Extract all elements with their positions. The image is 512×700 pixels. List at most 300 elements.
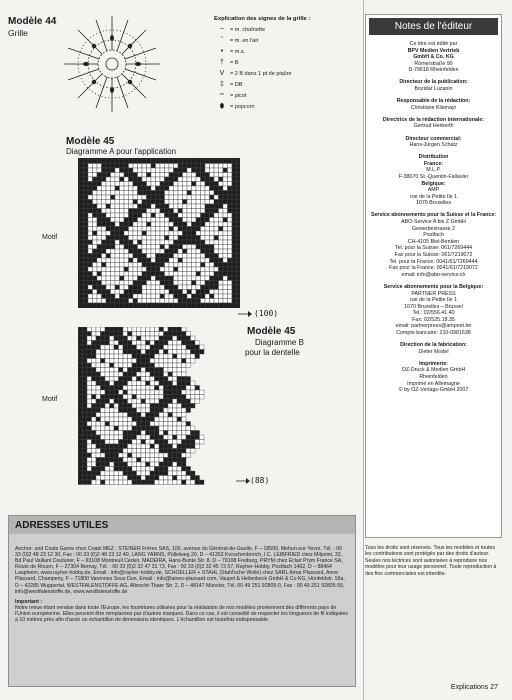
grid-cell bbox=[165, 231, 170, 236]
grid-cell bbox=[78, 395, 83, 400]
grid-cell bbox=[155, 462, 160, 467]
grid-cell bbox=[155, 449, 160, 454]
grid-cell bbox=[106, 191, 111, 196]
grid-cell bbox=[196, 195, 201, 200]
grid-cell bbox=[124, 276, 129, 281]
grid-cell bbox=[92, 336, 97, 341]
grid-cell bbox=[183, 204, 188, 209]
grid-cell bbox=[110, 444, 115, 449]
grid-cell bbox=[120, 204, 125, 209]
grid-cell bbox=[141, 377, 146, 382]
grid-cell bbox=[200, 435, 205, 440]
grid-cell bbox=[97, 272, 102, 277]
grid-cell bbox=[132, 413, 137, 418]
grid-cell bbox=[105, 408, 110, 413]
grid-cell bbox=[114, 404, 119, 409]
grid-cell bbox=[178, 177, 183, 182]
grid-cell bbox=[106, 213, 111, 218]
grid-cell bbox=[111, 231, 116, 236]
grid-cell bbox=[177, 336, 182, 341]
grid-cell bbox=[150, 336, 155, 341]
grid-cell bbox=[96, 327, 101, 332]
grid-cell bbox=[214, 159, 219, 164]
grid-cell bbox=[141, 435, 146, 440]
grid-cell bbox=[210, 240, 215, 245]
grid-cell bbox=[214, 209, 219, 214]
grid-cell bbox=[201, 236, 206, 241]
grid-cell bbox=[133, 173, 138, 178]
grid-cell bbox=[156, 164, 161, 169]
grid-cell bbox=[93, 303, 98, 308]
grid-cell bbox=[228, 299, 233, 304]
grid-cell bbox=[150, 363, 155, 368]
grid-cell bbox=[169, 159, 174, 164]
grid-cell bbox=[223, 290, 228, 295]
grid-cell bbox=[223, 227, 228, 232]
grid-cell bbox=[115, 272, 120, 277]
grid-cell bbox=[192, 222, 197, 227]
grid-cell bbox=[237, 290, 241, 295]
grid-cell bbox=[101, 332, 106, 337]
grid-cell bbox=[120, 191, 125, 196]
grid-cell bbox=[147, 281, 152, 286]
grid-cell bbox=[201, 276, 206, 281]
grid-cell bbox=[78, 332, 83, 337]
grid-cell bbox=[178, 200, 183, 205]
grid-cell bbox=[137, 449, 142, 454]
grid-cell bbox=[79, 182, 84, 187]
grid-cell bbox=[165, 303, 170, 308]
grid-cell bbox=[93, 249, 98, 254]
grid-cell bbox=[201, 191, 206, 196]
grid-cell bbox=[205, 186, 210, 191]
grid-cell bbox=[78, 399, 83, 404]
grid-cell bbox=[232, 254, 237, 259]
grid-cell bbox=[101, 359, 106, 364]
grid-cell bbox=[93, 209, 98, 214]
grid-cell bbox=[87, 471, 92, 476]
grid-cell bbox=[168, 332, 173, 337]
grid-cell bbox=[205, 272, 210, 277]
grid-cell bbox=[174, 159, 179, 164]
grid-cell bbox=[79, 290, 84, 295]
grid-cell bbox=[187, 218, 192, 223]
grid-cell bbox=[223, 164, 228, 169]
grid-cell bbox=[142, 276, 147, 281]
grid-cell bbox=[160, 285, 165, 290]
grid-cell bbox=[178, 209, 183, 214]
grid-cell bbox=[123, 480, 128, 485]
grid-cell bbox=[120, 267, 125, 272]
grid-cell bbox=[160, 222, 165, 227]
grid-cell bbox=[110, 395, 115, 400]
grid-cell bbox=[102, 164, 107, 169]
grid-cell bbox=[132, 345, 137, 350]
grid-cell bbox=[150, 422, 155, 427]
grid-cell bbox=[84, 200, 89, 205]
grid-cell bbox=[132, 453, 137, 458]
grid-cell bbox=[120, 303, 125, 308]
grid-cell bbox=[102, 263, 107, 268]
grid-cell bbox=[133, 164, 138, 169]
grid-cell bbox=[168, 453, 173, 458]
grid-cell bbox=[79, 177, 84, 182]
grid-cell bbox=[141, 386, 146, 391]
grid-cell bbox=[128, 435, 133, 440]
grid-cell bbox=[110, 390, 115, 395]
grid-cell bbox=[182, 426, 187, 431]
grid-cell bbox=[114, 444, 119, 449]
grid-cell bbox=[201, 281, 206, 286]
grid-cell bbox=[165, 281, 170, 286]
grid-cell bbox=[138, 258, 143, 263]
grid-cell bbox=[138, 213, 143, 218]
grid-cell bbox=[79, 258, 84, 263]
legend-row bbox=[214, 24, 354, 35]
grid-cell bbox=[187, 263, 192, 268]
grid-cell bbox=[156, 195, 161, 200]
grid-cell bbox=[156, 290, 161, 295]
grid-cell bbox=[182, 458, 187, 463]
grid-cell bbox=[182, 471, 187, 476]
grid-cell bbox=[83, 471, 88, 476]
grid-cell bbox=[147, 227, 152, 232]
grid-cell bbox=[173, 327, 178, 332]
popcorn-icon: ⬮ bbox=[219, 103, 225, 110]
grid-cell bbox=[111, 290, 116, 295]
grid-cell bbox=[214, 290, 219, 295]
grid-cell bbox=[92, 404, 97, 409]
grid-cell bbox=[111, 294, 116, 299]
grid-cell bbox=[160, 263, 165, 268]
grid-cell bbox=[88, 218, 93, 223]
grid-cell bbox=[87, 395, 92, 400]
grid-cell bbox=[151, 218, 156, 223]
grid-cell bbox=[210, 159, 215, 164]
grid-cell bbox=[155, 381, 160, 386]
grid-cell bbox=[111, 276, 116, 281]
grid-cell bbox=[192, 254, 197, 259]
grid-cell bbox=[83, 453, 88, 458]
grid-cell bbox=[96, 390, 101, 395]
grid-cell bbox=[137, 471, 142, 476]
grid-cell bbox=[150, 453, 155, 458]
grid-cell bbox=[159, 336, 164, 341]
grid-cell bbox=[173, 422, 178, 427]
grid-cell bbox=[228, 204, 233, 209]
grid-cell bbox=[201, 258, 206, 263]
grid-cell bbox=[183, 227, 188, 232]
grid-cell bbox=[101, 372, 106, 377]
grid-cell bbox=[115, 299, 120, 304]
grid-cell bbox=[132, 471, 137, 476]
grid-cell bbox=[195, 345, 200, 350]
grid-cell bbox=[201, 240, 206, 245]
grid-cell bbox=[201, 231, 206, 236]
grid-cell bbox=[84, 249, 89, 254]
grid-cell bbox=[93, 267, 98, 272]
grid-cell bbox=[105, 422, 110, 427]
grid-cell bbox=[237, 209, 241, 214]
grid-cell bbox=[187, 209, 192, 214]
grid-cell bbox=[156, 258, 161, 263]
grid-cell bbox=[92, 408, 97, 413]
grid-cell bbox=[120, 245, 125, 250]
notes-block-heading: Responsable de la rédaction: bbox=[396, 98, 471, 105]
grid-cell bbox=[87, 422, 92, 427]
grid-cell bbox=[79, 276, 84, 281]
grid-cell bbox=[165, 209, 170, 214]
grid-cell bbox=[156, 218, 161, 223]
grid-cell bbox=[124, 218, 129, 223]
grid-cell bbox=[165, 276, 170, 281]
grid-cell bbox=[155, 377, 160, 382]
grid-cell bbox=[232, 186, 237, 191]
grid-cell bbox=[83, 435, 88, 440]
grid-cell bbox=[228, 227, 233, 232]
grid-cell bbox=[87, 476, 92, 481]
grid-cell bbox=[119, 359, 124, 364]
grid-cell bbox=[192, 204, 197, 209]
grid-cell bbox=[96, 431, 101, 436]
grid-cell bbox=[177, 422, 182, 427]
grid-cell bbox=[129, 204, 134, 209]
grid-cell bbox=[147, 159, 152, 164]
grid-cell bbox=[150, 431, 155, 436]
grid-cell bbox=[79, 254, 84, 259]
grid-cell bbox=[169, 177, 174, 182]
grid-cell bbox=[96, 363, 101, 368]
grid-cell bbox=[191, 435, 196, 440]
grid-cell bbox=[183, 195, 188, 200]
grid-cell bbox=[196, 209, 201, 214]
grid-cell bbox=[174, 204, 179, 209]
grid-cell bbox=[101, 476, 106, 481]
grid-cell bbox=[160, 191, 165, 196]
grid-cell bbox=[106, 258, 111, 263]
grid-cell bbox=[228, 186, 233, 191]
grid-cell bbox=[78, 426, 83, 431]
grid-cell bbox=[174, 236, 179, 241]
grid-cell bbox=[223, 285, 228, 290]
grid-cell bbox=[219, 272, 224, 277]
grid-cell bbox=[192, 209, 197, 214]
grid-cell bbox=[164, 449, 169, 454]
grid-cell bbox=[146, 471, 151, 476]
grid-cell bbox=[147, 222, 152, 227]
notes-line: Römerstraße 90 bbox=[414, 60, 453, 67]
grid-cell bbox=[128, 399, 133, 404]
grid-cell bbox=[79, 204, 84, 209]
grid-cell bbox=[183, 299, 188, 304]
grid-cell bbox=[164, 471, 169, 476]
grid-cell bbox=[192, 195, 197, 200]
grid-cell bbox=[155, 471, 160, 476]
grid-cell bbox=[232, 245, 237, 250]
grid-cell bbox=[169, 186, 174, 191]
grid-cell bbox=[186, 332, 191, 337]
grid-cell bbox=[128, 467, 133, 472]
notes-line: rue de la Petite Ile 1 bbox=[409, 193, 458, 200]
grid-cell bbox=[123, 462, 128, 467]
grid-cell bbox=[164, 476, 169, 481]
grid-cell bbox=[182, 480, 187, 485]
grid-cell bbox=[228, 272, 233, 277]
grid-cell bbox=[214, 227, 219, 232]
grid-cell bbox=[223, 236, 228, 241]
grid-cell bbox=[182, 404, 187, 409]
grid-cell bbox=[83, 467, 88, 472]
grid-cell bbox=[164, 422, 169, 427]
grid-cell bbox=[156, 285, 161, 290]
grid-cell bbox=[178, 182, 183, 187]
grid-cell bbox=[205, 164, 210, 169]
grid-cell bbox=[110, 404, 115, 409]
grid-cell bbox=[84, 168, 89, 173]
grid-cell bbox=[141, 390, 146, 395]
grid-cell bbox=[232, 285, 237, 290]
grid-cell bbox=[147, 285, 152, 290]
grid-cell bbox=[84, 299, 89, 304]
grid-cell bbox=[165, 249, 170, 254]
notes-line: © by OZ-Verlags-GmbH 2007 bbox=[398, 387, 469, 394]
grid-cell bbox=[141, 453, 146, 458]
grid-cell bbox=[102, 276, 107, 281]
grid-cell bbox=[93, 177, 98, 182]
grid-cell bbox=[114, 408, 119, 413]
grid-cell bbox=[93, 200, 98, 205]
grid-cell bbox=[155, 480, 160, 485]
grid-cell bbox=[174, 209, 179, 214]
grid-cell bbox=[214, 281, 219, 286]
grid-cell bbox=[151, 195, 156, 200]
grid-cell bbox=[159, 462, 164, 467]
grid-cell bbox=[78, 431, 83, 436]
grid-cell bbox=[146, 345, 151, 350]
grid-cell bbox=[83, 350, 88, 355]
grid-cell bbox=[87, 404, 92, 409]
grid-cell bbox=[84, 263, 89, 268]
grid-cell bbox=[150, 332, 155, 337]
grid-cell bbox=[159, 467, 164, 472]
grid-cell bbox=[120, 200, 125, 205]
grid-cell bbox=[223, 245, 228, 250]
grid-cell bbox=[177, 372, 182, 377]
grid-cell bbox=[120, 294, 125, 299]
grid-cell bbox=[87, 467, 92, 472]
grid-cell bbox=[168, 381, 173, 386]
grid-cell bbox=[101, 363, 106, 368]
grid-cell bbox=[187, 222, 192, 227]
grid-cell bbox=[146, 332, 151, 337]
grid-cell bbox=[187, 182, 192, 187]
important-heading: Important : bbox=[15, 598, 43, 605]
grid-cell bbox=[201, 204, 206, 209]
grid-cell bbox=[87, 426, 92, 431]
grid-cell bbox=[115, 227, 120, 232]
picot-icon: ᴖ bbox=[220, 92, 224, 99]
notes-block bbox=[370, 342, 497, 355]
grid-cell bbox=[146, 390, 151, 395]
grid-cell bbox=[168, 449, 173, 454]
grid-cell bbox=[173, 480, 178, 485]
grid-cell bbox=[237, 159, 241, 164]
grid-cell bbox=[129, 186, 134, 191]
grid-cell bbox=[210, 227, 215, 232]
grid-cell bbox=[92, 395, 97, 400]
notes-line: ABO-Service A bis Z GmbH bbox=[401, 219, 466, 226]
grid-cell bbox=[124, 290, 129, 295]
grid-cell bbox=[141, 480, 146, 485]
grid-cell bbox=[97, 191, 102, 196]
grid-cell bbox=[141, 399, 146, 404]
grid-cell bbox=[146, 350, 151, 355]
grid-cell bbox=[142, 254, 147, 259]
grid-cell bbox=[191, 431, 196, 436]
grid-cell bbox=[178, 267, 183, 272]
grid-cell bbox=[169, 182, 174, 187]
grid-cell bbox=[196, 281, 201, 286]
grid-cell bbox=[138, 168, 143, 173]
grid-cell bbox=[128, 408, 133, 413]
grid-cell bbox=[210, 218, 215, 223]
grid-cell bbox=[92, 471, 97, 476]
grid-cell bbox=[137, 413, 142, 418]
grid-cell bbox=[132, 449, 137, 454]
grid-cell bbox=[101, 327, 106, 332]
grid-cell bbox=[128, 327, 133, 332]
grid-cell bbox=[110, 408, 115, 413]
grid-cell bbox=[133, 222, 138, 227]
grid-cell bbox=[228, 182, 233, 187]
grid-cell bbox=[169, 272, 174, 277]
grid-cell bbox=[214, 272, 219, 277]
grid-cell bbox=[195, 354, 200, 359]
grid-cell bbox=[192, 227, 197, 232]
grid-cell bbox=[132, 462, 137, 467]
grid-cell bbox=[92, 350, 97, 355]
grid-cell bbox=[182, 395, 187, 400]
grid-cell bbox=[223, 186, 228, 191]
grid-cell bbox=[173, 354, 178, 359]
grid-cell bbox=[178, 249, 183, 254]
grid-cell bbox=[182, 390, 187, 395]
grid-cell bbox=[120, 186, 125, 191]
grid-cell bbox=[96, 476, 101, 481]
grid-cell bbox=[164, 458, 169, 463]
grid-cell bbox=[173, 449, 178, 454]
grid-cell bbox=[124, 272, 129, 277]
grid-cell bbox=[129, 222, 134, 227]
grid-cell bbox=[210, 294, 215, 299]
grid-cell bbox=[155, 386, 160, 391]
grid-cell bbox=[237, 276, 241, 281]
grid-cell bbox=[132, 359, 137, 364]
grid-cell bbox=[214, 173, 219, 178]
grid-cell bbox=[210, 267, 215, 272]
grid-cell bbox=[165, 191, 170, 196]
grid-cell bbox=[97, 254, 102, 259]
grid-cell bbox=[187, 294, 192, 299]
grid-cell bbox=[114, 453, 119, 458]
grid-cell bbox=[114, 467, 119, 472]
grid-cell bbox=[151, 276, 156, 281]
grid-cell bbox=[114, 413, 119, 418]
grid-cell bbox=[78, 336, 83, 341]
grid-cell bbox=[169, 303, 174, 308]
grid-cell bbox=[87, 440, 92, 445]
grid-cell bbox=[159, 345, 164, 350]
